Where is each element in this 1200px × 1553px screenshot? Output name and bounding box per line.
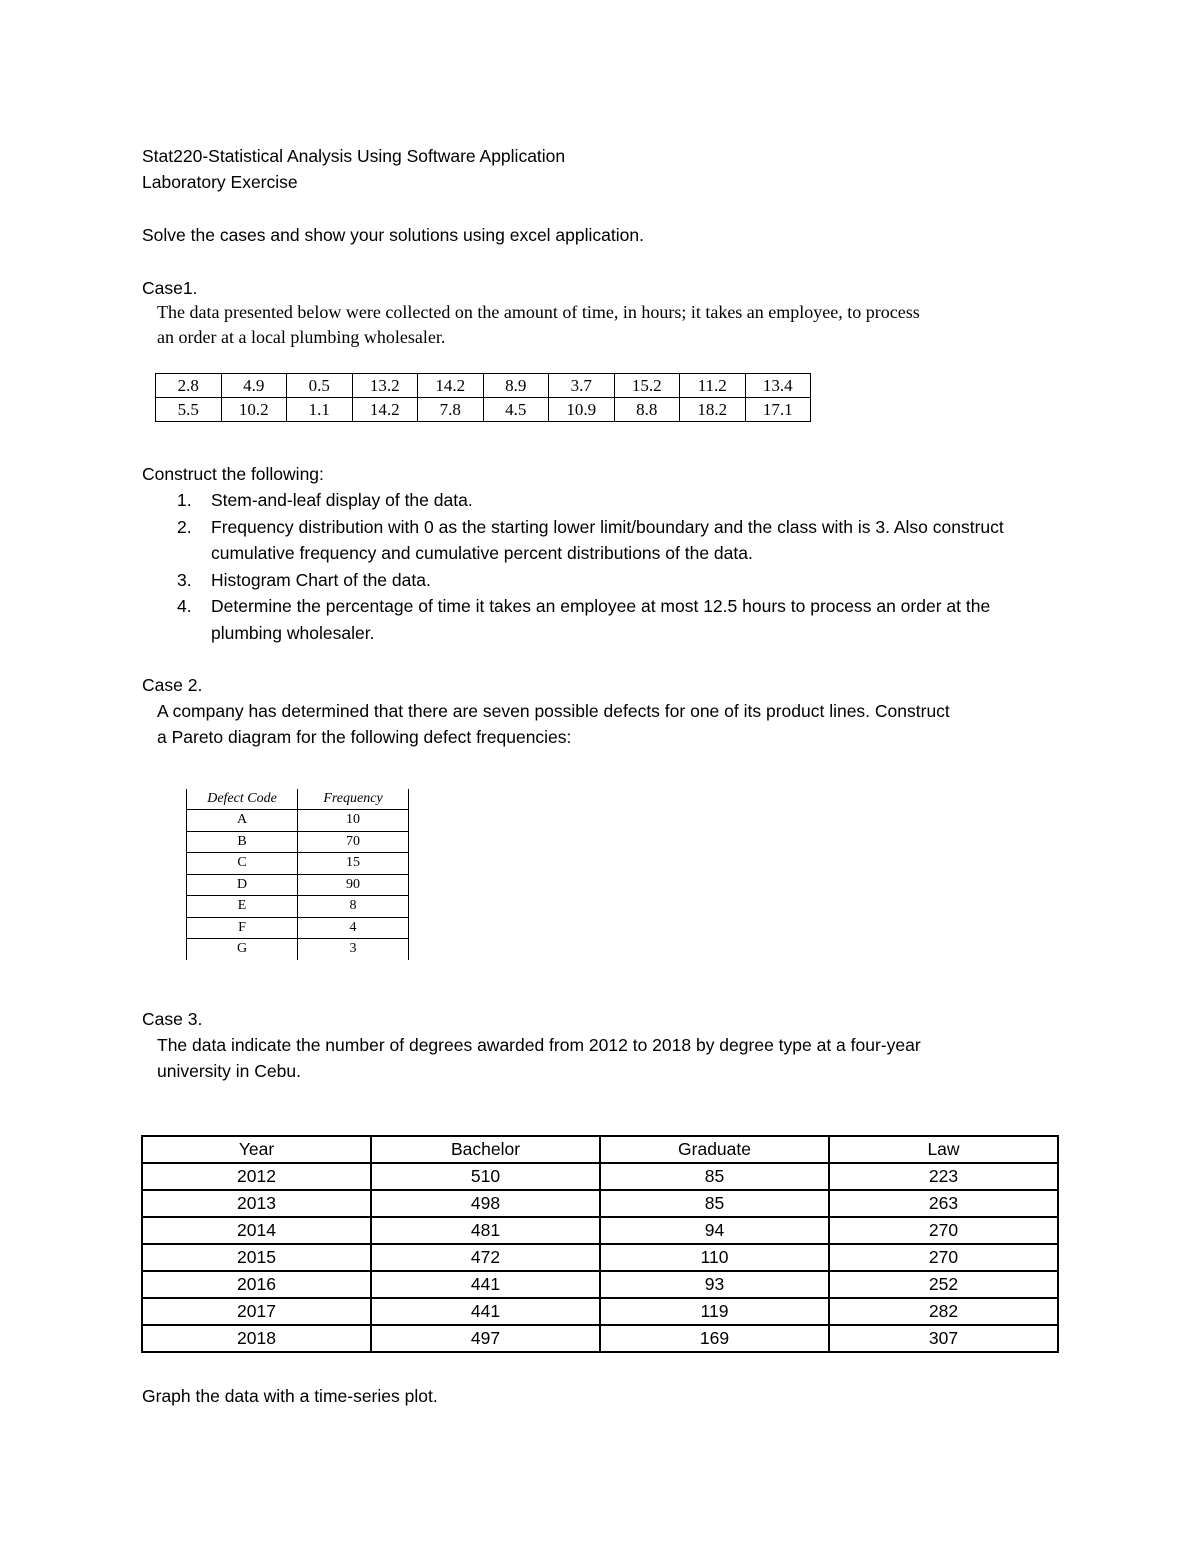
year-header: Year: [142, 1136, 371, 1163]
table-cell: 441: [371, 1271, 600, 1298]
table-cell: 15: [298, 853, 409, 875]
case1-data-table: [155, 373, 811, 422]
table-row: [142, 1244, 1058, 1271]
instructions: Solve the cases and show your solutions using excel application.: [142, 225, 644, 245]
task-item: [142, 487, 1062, 514]
table-cell: 2016: [142, 1271, 371, 1298]
defect-code-header: Defect Code: [187, 789, 298, 810]
table-cell: 119: [600, 1298, 829, 1325]
table-cell: 13.4: [745, 374, 811, 398]
table-cell: 263: [829, 1190, 1058, 1217]
task-text: Histogram Chart of the data.: [211, 569, 431, 590]
task-number: 1.: [177, 490, 192, 510]
table-cell: G: [187, 939, 298, 960]
table-cell: 8.8: [614, 398, 680, 422]
table-cell: 110: [600, 1244, 829, 1271]
case1-heading: Case1.: [142, 278, 198, 298]
table-cell: 2015: [142, 1244, 371, 1271]
table-cell: 8.9: [483, 374, 549, 398]
table-row: [187, 810, 409, 832]
table-cell: C: [187, 853, 298, 875]
graduate-header: Graduate: [600, 1136, 829, 1163]
table-cell: 481: [371, 1217, 600, 1244]
task-number: 3.: [177, 569, 192, 590]
table-cell: 2.8: [156, 374, 222, 398]
table-cell: 90: [298, 874, 409, 896]
table-cell: 11.2: [680, 374, 746, 398]
case2-heading: Case 2.: [142, 675, 203, 695]
case3-intro-line2: university in Cebu.: [157, 1061, 301, 1081]
table-cell: D: [187, 874, 298, 896]
table-row: [142, 1325, 1058, 1352]
case3-intro-line1: The data indicate the number of degrees awarded from 2012 to 2018 by degree type at a four-year: [157, 1035, 921, 1055]
table-row: [187, 874, 409, 896]
table-cell: 85: [600, 1190, 829, 1217]
table-cell: 15.2: [614, 374, 680, 398]
table-cell: 14.2: [418, 374, 484, 398]
course-title: Stat220-Statistical Analysis Using Software Application: [142, 146, 566, 166]
table-cell: 10.9: [549, 398, 615, 422]
case3-degrees-table: [141, 1135, 1059, 1353]
document-subtitle: Laboratory Exercise: [142, 172, 298, 192]
table-cell: 13.2: [352, 374, 418, 398]
task-item: [142, 593, 1062, 646]
table-cell: 94: [600, 1217, 829, 1244]
case1-construct-label: Construct the following:: [142, 464, 324, 484]
table-cell: 18.2: [680, 398, 746, 422]
table-row: [142, 1163, 1058, 1190]
case1-task-list: [142, 487, 1062, 646]
case1-intro-line2: an order at a local plumbing wholesaler.: [157, 327, 446, 347]
table-cell: 270: [829, 1217, 1058, 1244]
table-cell: 0.5: [287, 374, 353, 398]
table-cell: E: [187, 896, 298, 918]
table-cell: 510: [371, 1163, 600, 1190]
table-cell: 4.5: [483, 398, 549, 422]
case3-closing: Graph the data with a time-series plot.: [142, 1386, 438, 1406]
table-cell: 3.7: [549, 374, 615, 398]
table-cell: 2013: [142, 1190, 371, 1217]
table-row: [142, 1298, 1058, 1325]
table-cell: 4: [298, 917, 409, 939]
table-cell: 497: [371, 1325, 600, 1352]
table-cell: 70: [298, 831, 409, 853]
table-cell: 85: [600, 1163, 829, 1190]
table-cell: 17.1: [745, 398, 811, 422]
table-cell: 10.2: [221, 398, 287, 422]
table-cell: 14.2: [352, 398, 418, 422]
table-row: [142, 1217, 1058, 1244]
table-cell: 2018: [142, 1325, 371, 1352]
table-cell: 3: [298, 939, 409, 960]
table-cell: 441: [371, 1298, 600, 1325]
task-text: Frequency distribution with 0 as the starting lower limit/boundary and the class with is 3. Also construct cumulative frequency and cumulative percent distributions of the data.: [211, 516, 1004, 563]
table-row: [142, 1190, 1058, 1217]
table-cell: 7.8: [418, 398, 484, 422]
table-row: [187, 853, 409, 875]
table-cell: 93: [600, 1271, 829, 1298]
table-row: [156, 374, 811, 398]
table-cell: 498: [371, 1190, 600, 1217]
table-cell: 10: [298, 810, 409, 832]
table-cell: 4.9: [221, 374, 287, 398]
case2-defect-table: [186, 789, 409, 960]
table-cell: 282: [829, 1298, 1058, 1325]
table-cell: 2014: [142, 1217, 371, 1244]
table-row: [156, 398, 811, 422]
frequency-header: Frequency: [298, 789, 409, 810]
table-row: [142, 1271, 1058, 1298]
table-row: [187, 896, 409, 918]
table-row: [187, 831, 409, 853]
task-item: [142, 514, 1062, 567]
case1-intro-line1: The data presented below were collected on the amount of time, in hours; it takes an employee, to process: [157, 302, 920, 322]
table-cell: F: [187, 917, 298, 939]
case3-heading: Case 3.: [142, 1009, 203, 1029]
table-cell: 307: [829, 1325, 1058, 1352]
table-cell: 169: [600, 1325, 829, 1352]
law-header: Law: [829, 1136, 1058, 1163]
table-cell: B: [187, 831, 298, 853]
table-cell: 5.5: [156, 398, 222, 422]
table-cell: 2012: [142, 1163, 371, 1190]
table-row: [187, 917, 409, 939]
table-cell: 252: [829, 1271, 1058, 1298]
table-cell: A: [187, 810, 298, 832]
task-number: 2.: [177, 516, 192, 537]
table-cell: 1.1: [287, 398, 353, 422]
table-cell: 223: [829, 1163, 1058, 1190]
case2-intro-line2: a Pareto diagram for the following defect frequencies:: [157, 727, 572, 747]
task-item: [142, 567, 1062, 594]
table-cell: 472: [371, 1244, 600, 1271]
task-number: 4.: [177, 596, 192, 616]
table-cell: 8: [298, 896, 409, 918]
bachelor-header: Bachelor: [371, 1136, 600, 1163]
table-cell: 270: [829, 1244, 1058, 1271]
task-text: Determine the percentage of time it takes an employee at most 12.5 hours to process an order at the plumbing wholesaler.: [211, 596, 991, 643]
table-row: [187, 939, 409, 960]
table-cell: 2017: [142, 1298, 371, 1325]
task-text: Stem-and-leaf display of the data.: [211, 490, 473, 510]
case2-intro-line1: A company has determined that there are seven possible defects for one of its product lines. Construct: [157, 701, 950, 721]
